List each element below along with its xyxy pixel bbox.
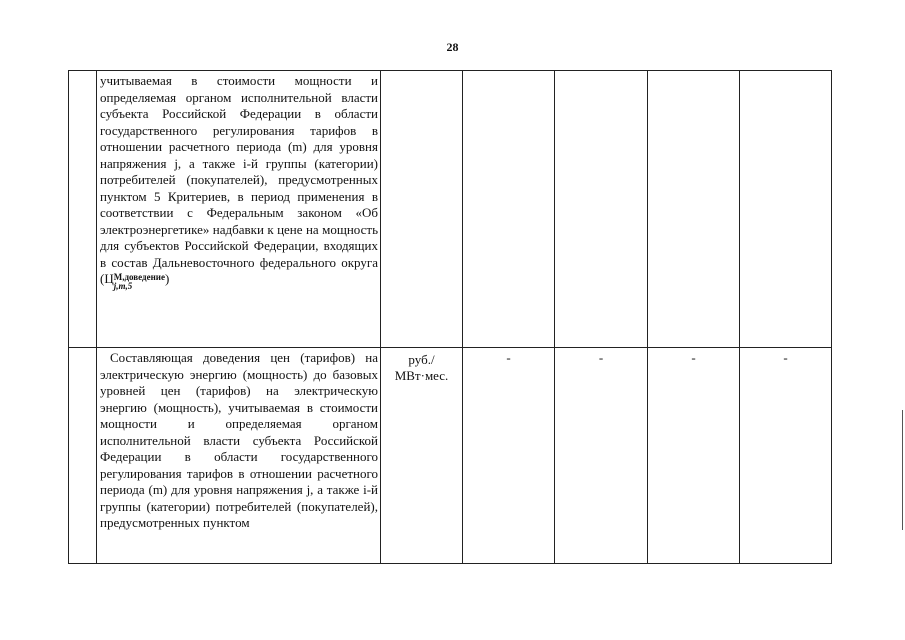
value-dash: - bbox=[506, 350, 511, 365]
scan-edge-line bbox=[902, 410, 903, 530]
unit-label: руб./ МВт·мес. bbox=[394, 352, 449, 383]
unit-cell bbox=[381, 348, 463, 564]
description-cell bbox=[97, 71, 381, 348]
description-text: Составляющая доведения цен (тарифов) на электрическую энергию (мощность) до базовых уровней цен (тарифов) на электрическую энергию (мощность), учитываемая в стоимости мощности и определяемая органом исполнительной власти субъекта Российской Федерации в области государственного регулирования тарифов в отношении расчетного периода (m) для уровня напряжения j, а также i-й группы (категории) потребителей (покупателей), предусмотренных пунктом bbox=[100, 350, 378, 530]
value-cell bbox=[555, 71, 648, 348]
value-cell bbox=[740, 348, 832, 564]
table-row bbox=[69, 71, 832, 348]
tariff-table bbox=[68, 70, 832, 564]
value-cell bbox=[740, 71, 832, 348]
table-row bbox=[69, 348, 832, 564]
formula-symbol: (Ц bbox=[100, 271, 114, 286]
value-dash: - bbox=[783, 350, 788, 365]
formula-superscript: М,доведение bbox=[113, 272, 165, 282]
formula-close: ) bbox=[164, 271, 170, 286]
number-cell bbox=[69, 348, 97, 564]
value-cell bbox=[648, 348, 740, 564]
number-cell bbox=[69, 71, 97, 348]
formula-subscript: j,m,5 bbox=[113, 281, 133, 291]
formula bbox=[100, 271, 170, 291]
value-dash: - bbox=[598, 350, 604, 365]
value-dash: - bbox=[691, 350, 696, 365]
description-cell bbox=[97, 348, 381, 564]
value-cell bbox=[555, 348, 648, 564]
value-cell bbox=[463, 348, 555, 564]
description-text: учитываемая в стоимости мощности и определяемая органом исполнительной власти субъекта Российской Федерации в области государственного регулирования тарифов в отношении расчетного периода (m) для уровня напряжения j, а также i-й группы (категории) потребителей (покупателей), предусмотренных пунктом 5 Критериев, в период применения в соответствии с Федеральным законом «Об электроэнергетике» надбавки к цене на мощность для субъектов Российской Федерации, входящих в состав Дальневосточного федерального округа bbox=[100, 73, 378, 270]
value-cell bbox=[648, 71, 740, 348]
unit-cell bbox=[381, 71, 463, 348]
page-number: 28 bbox=[446, 40, 459, 54]
value-cell bbox=[463, 71, 555, 348]
